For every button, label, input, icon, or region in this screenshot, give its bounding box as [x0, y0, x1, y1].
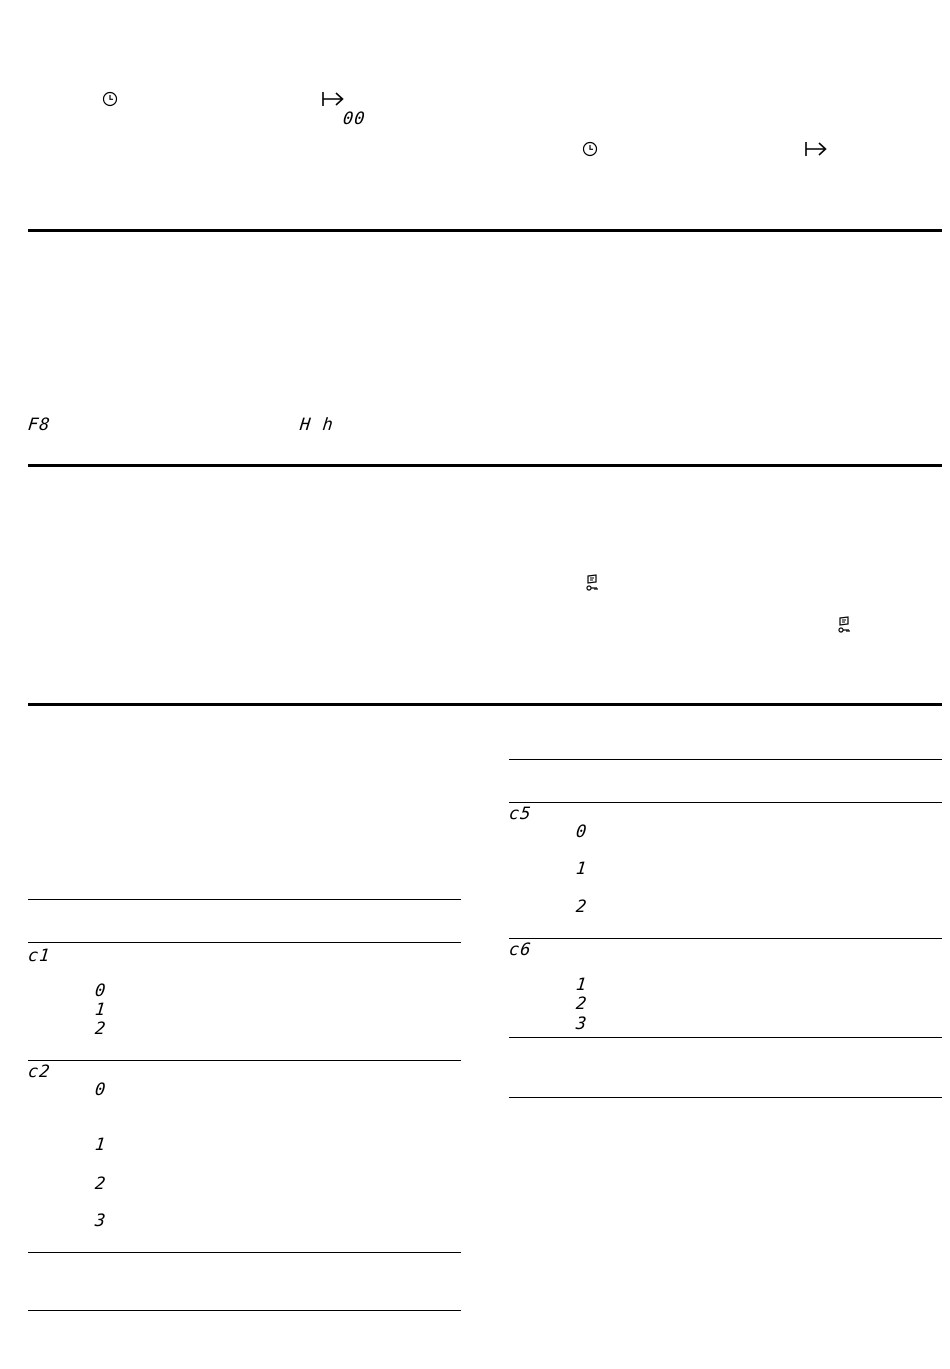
setting-code-c6: c6: [508, 940, 533, 960]
table-rule: [28, 942, 461, 943]
childproof-lock-icon: [837, 616, 851, 634]
setting-value: 1: [94, 1000, 108, 1020]
clock-icon: [102, 91, 118, 107]
table-rule: [509, 802, 942, 803]
setting-code-c5: c5: [508, 804, 533, 824]
setting-value: 1: [575, 859, 589, 879]
table-rule: [28, 1252, 461, 1253]
setting-value: 2: [575, 994, 589, 1014]
table-rule: [28, 899, 461, 900]
setting-value: 3: [575, 1014, 589, 1034]
setting-code-c1: c1: [27, 946, 52, 966]
arrow-to-right-icon: [321, 90, 345, 108]
table-rule: [28, 1060, 461, 1061]
setting-value: 2: [94, 1019, 108, 1039]
section-divider: [28, 703, 942, 706]
childproof-lock-icon: [585, 574, 599, 592]
table-rule: [28, 1310, 461, 1311]
setting-value: 0: [94, 981, 108, 1001]
setting-value: 0: [575, 822, 589, 842]
arrow-to-right-icon: [804, 140, 828, 158]
section-divider: [28, 464, 942, 467]
setting-value: 0: [94, 1080, 108, 1100]
setting-value: 2: [94, 1174, 108, 1194]
setting-value: 2: [575, 897, 589, 917]
table-rule: [509, 938, 942, 939]
table-rule: [509, 1097, 942, 1098]
setting-code-c2: c2: [27, 1062, 52, 1082]
setting-value: 3: [94, 1211, 108, 1231]
error-code-f8: F8: [27, 415, 52, 435]
section-divider: [28, 229, 942, 232]
clock-icon: [582, 141, 598, 157]
table-rule: [509, 759, 942, 760]
setting-value: 1: [575, 975, 589, 995]
error-code-hh: H h: [299, 415, 335, 435]
display-00: 00: [342, 109, 367, 129]
setting-value: 1: [94, 1135, 108, 1155]
table-rule: [509, 1037, 942, 1038]
